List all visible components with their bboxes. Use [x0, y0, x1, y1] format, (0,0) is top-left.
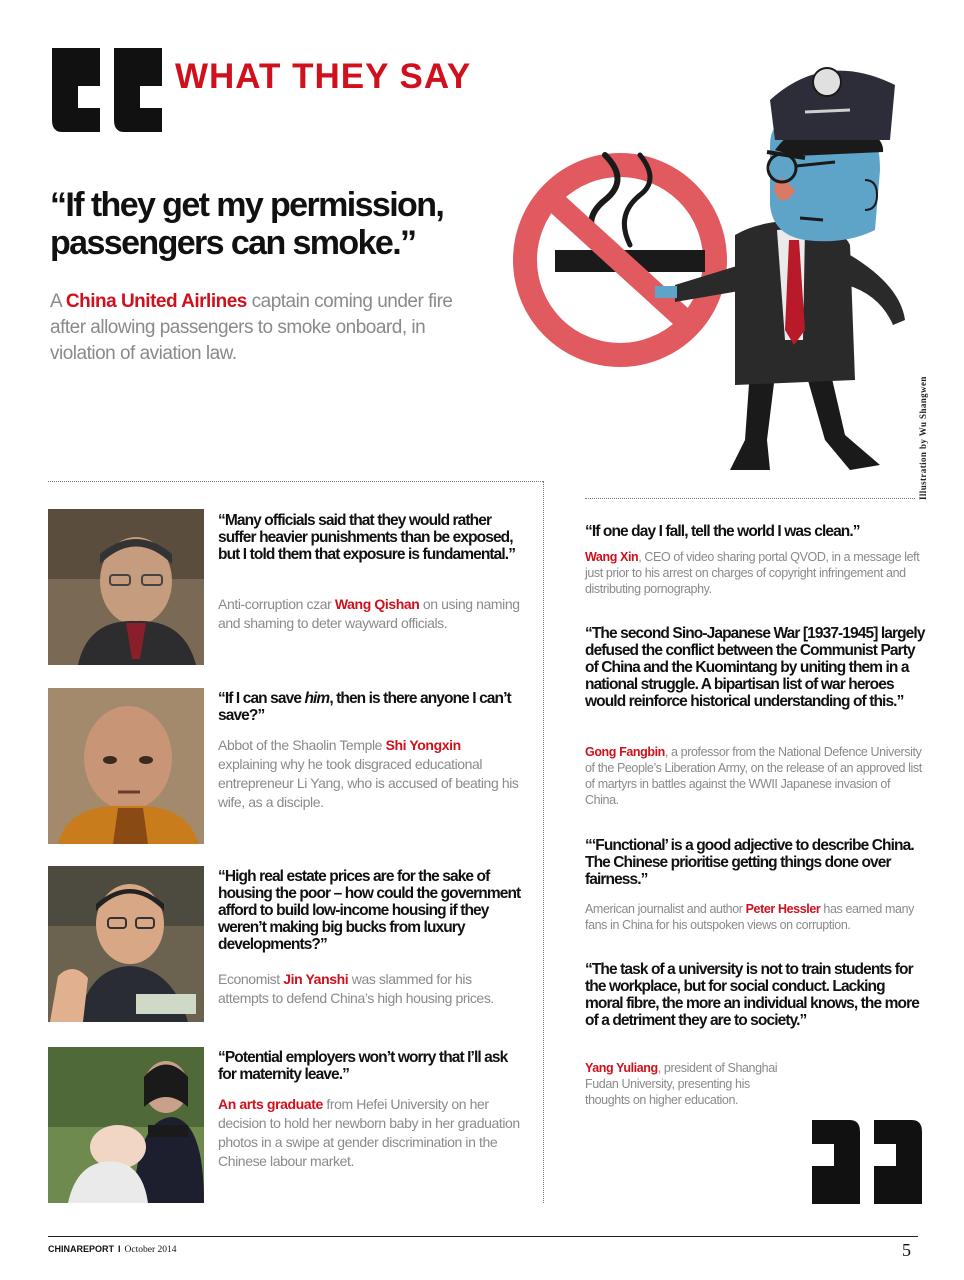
quote-jin-yanshi: “High real estate prices are for the sake of housing the poor – how could the government afford to build low-income housing if they weren’t making big bucks from luxury developments?”: [218, 868, 521, 953]
no-smoking-pilot-illustration: [505, 40, 940, 500]
illustration-credit: Illustration by Wu Shangwen: [918, 376, 928, 500]
photo-jin-yanshi: [48, 866, 204, 1022]
featured-quote: “If they get my permission, passengers can smoke.”: [50, 186, 444, 262]
quote-gong-fangbin: “The second Sino-Japanese War [1937-1945] largely defused the conflict between the Communist Party of China and the Kuomintang by uniting them in a national struggle. A bipartisan list of war heroes would reinforce historical understanding of this.”: [585, 625, 925, 710]
column-separator: [543, 481, 544, 1203]
quote-yang-yuliang: “The task of a university is not to train students for the workplace, but for social conduct. Lacking moral fibre, the more an individual knows, the more of a detriment they are to society.”: [585, 961, 919, 1029]
section-title: WHAT THEY SAY: [175, 57, 472, 96]
photo-arts-graduate: [48, 1047, 204, 1203]
featured-attribution: A China United Airlines captain coming under fire after allowing passengers to smoke onboard, in violation of aviation law.: [50, 291, 453, 364]
left-column-divider: [48, 481, 543, 482]
right-column-divider: [585, 498, 915, 499]
attribution-yang-yuliang: Yang Yuliang, president of Shanghai Fudan University, presenting his thoughts on higher education.: [585, 1061, 778, 1107]
attribution-wang-qishan: Anti-corruption czar Wang Qishan on using naming and shaming to deter wayward officials.: [218, 596, 520, 631]
quote-shi-yongxin: “If I can save him, then is there anyone I can’t save?”: [218, 690, 511, 724]
attribution-gong-fangbin: Gong Fangbin, a professor from the National Defence University of the People’s Liberation Army, on the release of an approved list of martyrs in battles against the WWII Japanese invasion of China.: [585, 745, 922, 807]
photo-wang-qishan: [48, 509, 204, 665]
attribution-peter-hessler: American journalist and author Peter Hessler has earned many fans in China for his outspoken views on corruption.: [585, 902, 915, 932]
quote-arts-graduate: “Potential employers won’t worry that I’ll ask for maternity leave.”: [218, 1049, 508, 1083]
attribution-jin-yanshi: Economist Jin Yanshi was slammed for his attempts to defend China’s high housing prices.: [218, 971, 494, 1006]
close-quote-icon: [808, 1118, 926, 1210]
attribution-wang-xin: Wang Xin, CEO of video sharing portal QVOD, in a message left just prior to his arrest on charges of copyright infringement and distributing pornography.: [585, 550, 920, 596]
no-smoking-sign: [525, 155, 715, 355]
attribution-shi-yongxin: Abbot of the Shaolin Temple Shi Yongxin explaining why he took disgraced educational entrepreneur Li Yang, who is accused of beating his wife, as a disciple.: [218, 737, 519, 810]
quote-peter-hessler: “‘Functional’ is a good adjective to describe China. The Chinese prioritise getting things done over fairness.”: [585, 837, 914, 888]
quote-wang-qishan: “Many officials said that they would rather suffer heavier punishments than be exposed, but I told them that exposure is fundamental.”: [218, 512, 516, 563]
attribution-arts-graduate: An arts graduate from Hefei University on her decision to hold her newborn baby in her graduation photos in a swipe at gender discrimination in the Chinese labour market.: [218, 1096, 520, 1169]
photo-shi-yongxin: [48, 688, 204, 844]
quote-wang-xin: “If one day I fall, tell the world I was clean.”: [585, 523, 860, 540]
footer-rule: [48, 1236, 918, 1237]
page-number: 5: [902, 1240, 911, 1260]
open-quote-icon: [48, 42, 166, 134]
footer-brand: CHINAREPORT I October 2014: [48, 1244, 177, 1255]
featured-subject: China United Airlines: [65, 291, 247, 312]
footer-date: October 2014: [124, 1245, 177, 1255]
